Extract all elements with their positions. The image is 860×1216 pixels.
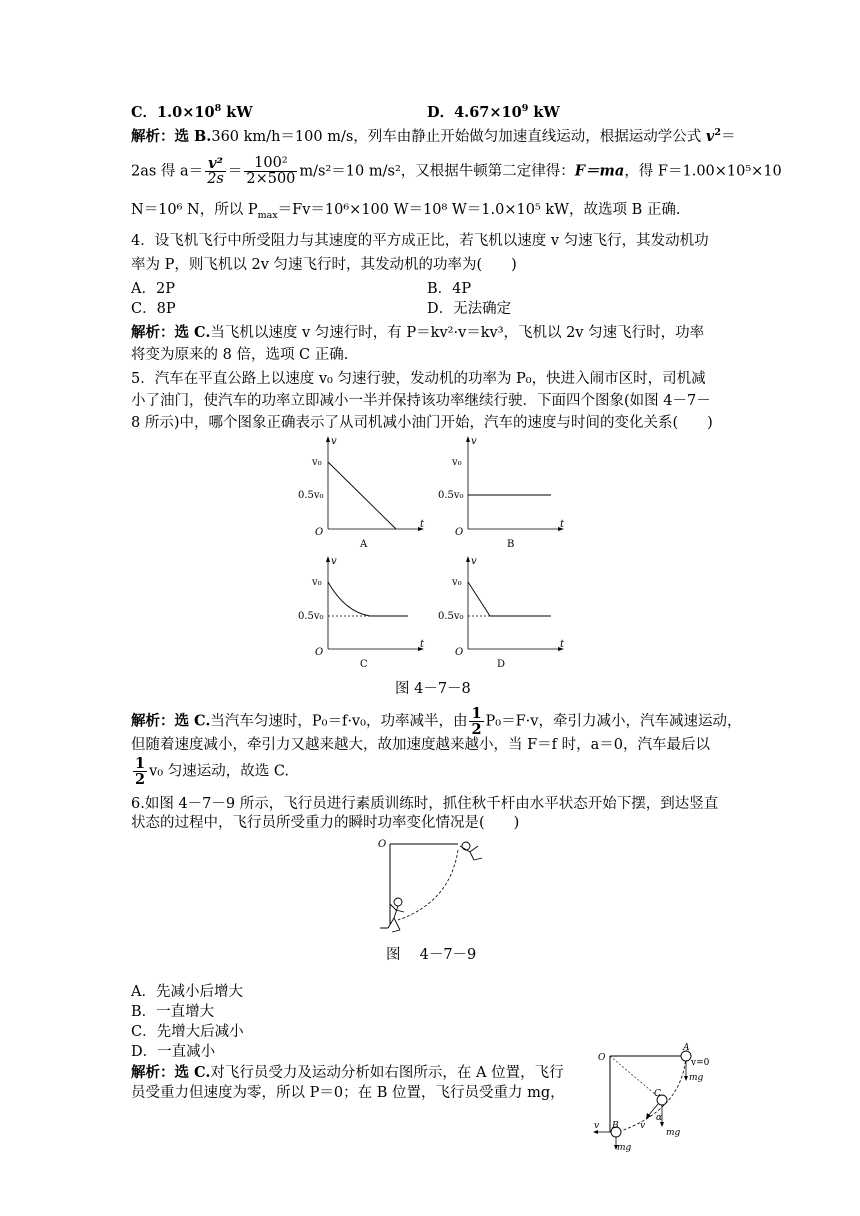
q6-analysis-line2: 员受重力但速度为零，所以 P＝0；在 B 位置，飞行员受重力 mg， — [131, 1085, 565, 1101]
fig2-label-a: A — [683, 1043, 690, 1053]
fraction-v2-2s: $\frac{\text{v²}}{2s}$ — [207, 155, 224, 187]
q6-stem-line2: 状态的过程中，飞行员所受重力的瞬时功率变化情况是( ) — [131, 815, 520, 831]
graph-d-v0: v₀ — [452, 577, 462, 588]
q6-analysis-line1: 解析：选 C.对飞行员受力及运动分析如右图所示，在 A 位置，飞行 — [131, 1064, 564, 1081]
fig2-alpha: α — [656, 1113, 663, 1123]
q6-stem-line1: 6.如图 4－7－9 所示，飞行员进行素质训练时，抓住秋千杆由水平状态开始下摆，到达竖直 — [131, 796, 719, 812]
q5-analysis-line1: 解析：选 C.当汽车匀速时，P₀＝f·v₀，功率减半，由 $\frac{1}{2}$ P₀＝F·v，牵引力减小，汽车减速运动， — [131, 705, 742, 738]
q6-option-d: D．一直减小 — [131, 1044, 216, 1060]
fig2-v-zero: v=0 — [691, 1058, 710, 1068]
fig2-origin: O — [598, 1053, 606, 1063]
graph-c-half-v0: 0.5v₀ — [298, 611, 324, 622]
fig2-mg-c: mg — [666, 1128, 681, 1138]
q5-stem-line3: 8 所示)中，哪个图象正确表示了从司机减小油门开始，汽车的速度与时间的变化关系( ) — [131, 415, 713, 431]
q4-stem-line2: 率为 P，则飞机以 2v 匀速飞行时，其发动机的功率为( ) — [131, 257, 517, 273]
graph-a-letter: A — [360, 539, 368, 550]
q4-option-a: A．2P — [131, 281, 175, 297]
graph-a-t-label: t — [420, 519, 425, 530]
fraction-one-half: $\frac{1}{2}$ — [471, 705, 482, 738]
q4-analysis-line2: 将变为原来的 8 倍，选项 C 正确. — [131, 347, 349, 363]
graph-c — [298, 556, 425, 670]
fig2-mg-b: mg — [617, 1143, 632, 1153]
fraction-one-half-2: $\frac{1}{2}$ — [135, 755, 146, 788]
graph-b-half-v0: 0.5v₀ — [438, 490, 464, 501]
graph-d-origin: O — [455, 647, 464, 658]
q3-analysis-line2: 2as 得 a＝ $\frac{\text{v²}}{2s}$ ＝ $\frac{\text{100²}}{2\times 500}$ m/s²＝10 m/s²，又根据牛顿第二定律得：F＝ma，得 F＝1.00×10⁵×10 — [131, 155, 782, 187]
graph-b-letter: B — [507, 539, 515, 550]
graph-b — [438, 436, 565, 550]
graph-c-letter: C — [360, 659, 368, 670]
fig2-mg-a: mg — [689, 1073, 704, 1083]
graph-a-origin: O — [315, 527, 324, 538]
graph-b-v0: v₀ — [452, 457, 462, 468]
graph-a-half-v0: 0.5v₀ — [298, 490, 324, 501]
graph-d-half-v0: 0.5v₀ — [438, 611, 464, 622]
figure-4-7-9-caption: 图 4－7－9 — [386, 947, 477, 963]
q6-option-b: B．一直增大 — [131, 1004, 215, 1020]
graph-d-v-label: v — [471, 556, 477, 567]
q5-analysis-line3: $\frac{1}{2}$ v₀ 匀速运动，故选 C. — [135, 755, 290, 788]
q5-stem-line2: 小了油门，使汽车的功率立即减小一半并保持该功率继续行驶．下面四个图象(如图 4－7－ — [131, 393, 711, 409]
q5-stem-line1: 5．汽车在平直公路上以速度 v₀ 匀速行驶，发动机的功率为 P₀，快进入闹市区时，司机减 — [131, 371, 706, 387]
figure-4-7-8-caption: 图 4－7－8 — [395, 681, 471, 697]
q3-analysis-line3: N＝10⁶ N，所以 $P_{max}=Fv=10^6\times 100$ W＝10⁸ W＝1.0×10⁵ kW，故选项 B 正确. — [131, 202, 681, 221]
pilot-top-icon — [460, 842, 482, 860]
q4-option-c: C．8P — [131, 301, 176, 317]
graph-b-t-label: t — [560, 519, 565, 530]
graph-d-t-label: t — [560, 639, 565, 650]
graph-c-v0: v₀ — [312, 577, 322, 588]
graph-c-t-label: t — [420, 639, 425, 650]
fig2-label-b: B — [612, 1121, 619, 1131]
q4-analysis-line1: 解析：选 C.当飞机以速度 v 匀速行时，有 P＝kv²·v＝kv³，飞机以 2v 匀速飞行时，功率 — [131, 324, 705, 341]
q6-option-c: C．先增大后减小 — [131, 1024, 244, 1040]
fig9-origin: O — [378, 839, 387, 850]
q4-option-d: D．无法确定 — [427, 301, 512, 317]
graph-d — [438, 556, 565, 670]
fraction-100-1000: $\frac{\text{100²}}{2\times 500}$ — [246, 155, 296, 187]
fig2-v-b: v — [594, 1121, 600, 1131]
pilot-bottom-icon — [380, 898, 404, 932]
graph-c-v-label: v — [331, 556, 337, 567]
fig2-label-c: C — [654, 1089, 661, 1099]
q3-analysis-line1: 解析：选 B.360 km/h＝100 m/s，列车由静止开始做匀加速直线运动，根据运动学公式 $v^2=$ — [131, 127, 736, 145]
q4-option-b: B．4P — [427, 281, 472, 297]
graph-b-v-label: v — [471, 436, 477, 447]
q3-option-d: D．$4.67\times 10^9$ kW — [427, 103, 560, 121]
q6-option-a: A．先减小后增大 — [131, 984, 243, 1000]
graph-a — [298, 436, 425, 550]
graph-a-v-label: v — [331, 436, 337, 447]
figure-force-analysis — [590, 1040, 735, 1155]
q3-option-c: C．$1.0\times 10^8$ kW — [131, 103, 253, 121]
figure-4-7-8 — [290, 432, 580, 682]
graph-d-letter: D — [497, 659, 506, 670]
fig2-v-c: v — [640, 1121, 646, 1131]
graph-b-origin: O — [455, 527, 464, 538]
q4-stem-line1: 4．设飞机飞行中所受阻力与其速度的平方成正比，若飞机以速度 v 匀速飞行，其发动机功 — [131, 233, 709, 249]
figure-4-7-9 — [370, 832, 500, 940]
graph-c-origin: O — [315, 647, 324, 658]
graph-a-v0: v₀ — [312, 457, 322, 468]
q5-analysis-line2: 但随着速度减小，牵引力又越来越大，故加速度越来越小，当 F＝f 时，a＝0，汽车最后以 — [131, 737, 711, 753]
